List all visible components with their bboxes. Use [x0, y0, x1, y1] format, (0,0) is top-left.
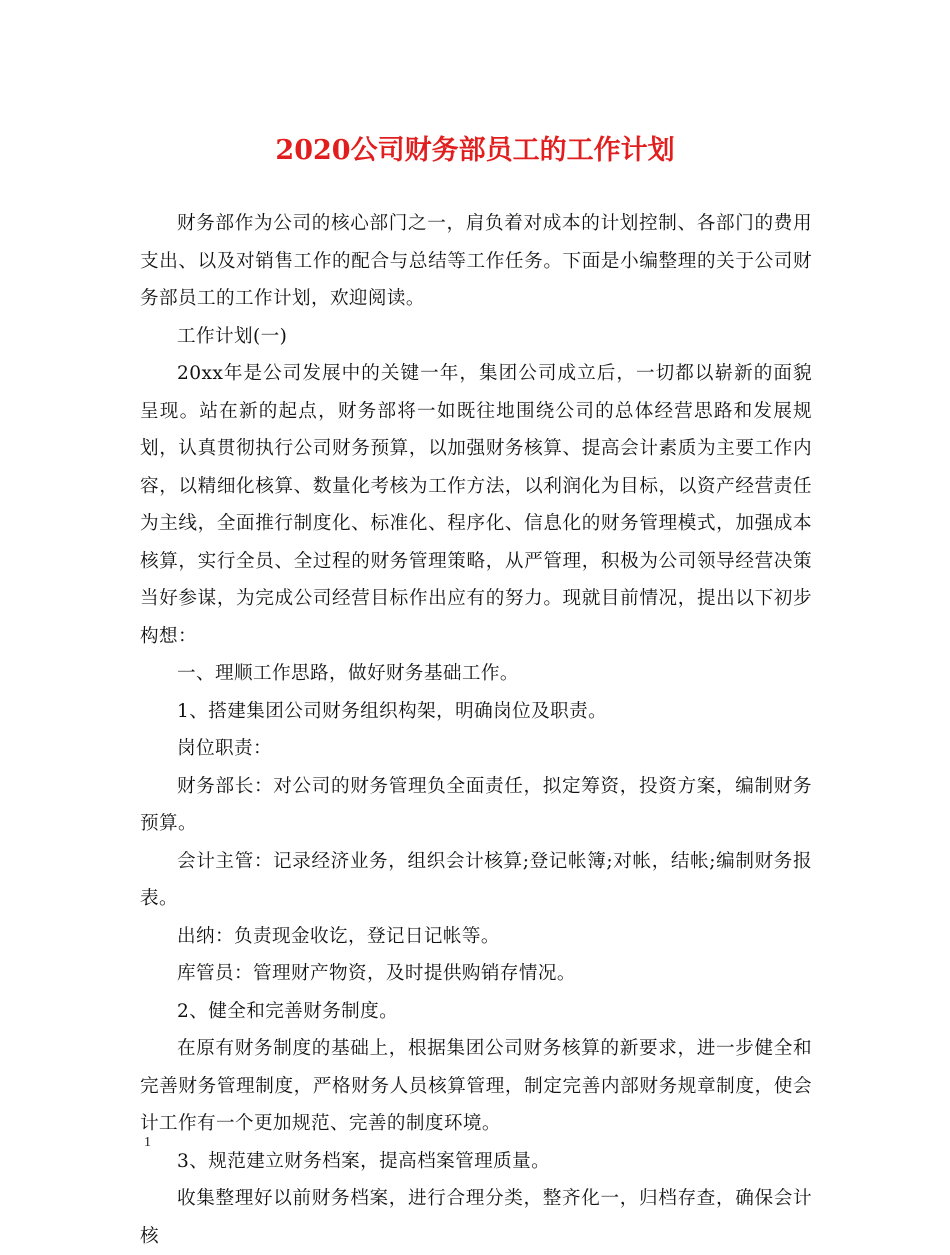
paragraph: 财务部作为公司的核心部门之一，肩负着对成本的计划控制、各部门的费用支出、以及对销售工作的配合与总结等工作任务。下面是小编整理的关于公司财务部员工的工作计划，欢迎阅读。	[140, 213, 812, 309]
document-title: 2020公司财务部员工的工作计划	[275, 135, 675, 166]
paragraph: 在原有财务制度的基础上，根据集团公司财务核算的新要求，进一步健全和完善财务管理制度，严格财务人员核算管理，制定完善内部财务规章制度，使会计工作有一个更加规范、完善的制度环境。	[140, 1038, 812, 1134]
paragraph: 1、搭建集团公司财务组织构架，明确岗位及职责。	[177, 700, 608, 722]
paragraph: 20xx年是公司发展中的关键一年，集团公司成立后，一切都以崭新的面貌呈现。站在新的起点，财务部将一如既往地围绕公司的总体经营思路和发展规划，认真贯彻执行公司财务预算，以加强财务核算、提高会计素质为主要工作内容，以精细化核算、数量化考核为工作方法，以利润化为目标，以资产经营责任为主线，全面推行制度化、标准化、程序化、信息化的财务管理模式，加强成本核算，实行全员、全过程的财务管理策略，从严管理，积极为公司领导经营决策当好参谋，为完成公司经营目标作出应有的努力。现就目前情况，提出以下初步构想：	[140, 363, 812, 647]
paragraph: 3、规范建立财务档案，提高档案管理质量。	[177, 1150, 551, 1172]
paragraph: 2、健全和完善财务制度。	[177, 1000, 399, 1022]
paragraph: 会计主管：记录经济业务，组织会计核算;登记帐簿;对帐，结帐;编制财务报表。	[140, 850, 812, 909]
paragraph: 收集整理好以前财务档案，进行合理分类，整齐化一，归档存查，确保会计核	[140, 1188, 812, 1247]
paragraph: 出纳：负责现金收讫，登记日记帐等。	[177, 925, 500, 947]
paragraph: 库管员：管理财产物资，及时提供购销存情况。	[177, 963, 576, 984]
paragraph: 一、理顺工作思路，做好财务基础工作。	[177, 663, 519, 684]
paragraph: 财务部长：对公司的财务管理负全面责任，拟定筹资，投资方案，编制财务预算。	[140, 775, 812, 834]
page-number: 1	[144, 1135, 151, 1150]
paragraph: 岗位职责：	[177, 738, 272, 759]
document-body	[140, 205, 812, 1255]
paragraph: 工作计划(一)	[177, 325, 288, 347]
